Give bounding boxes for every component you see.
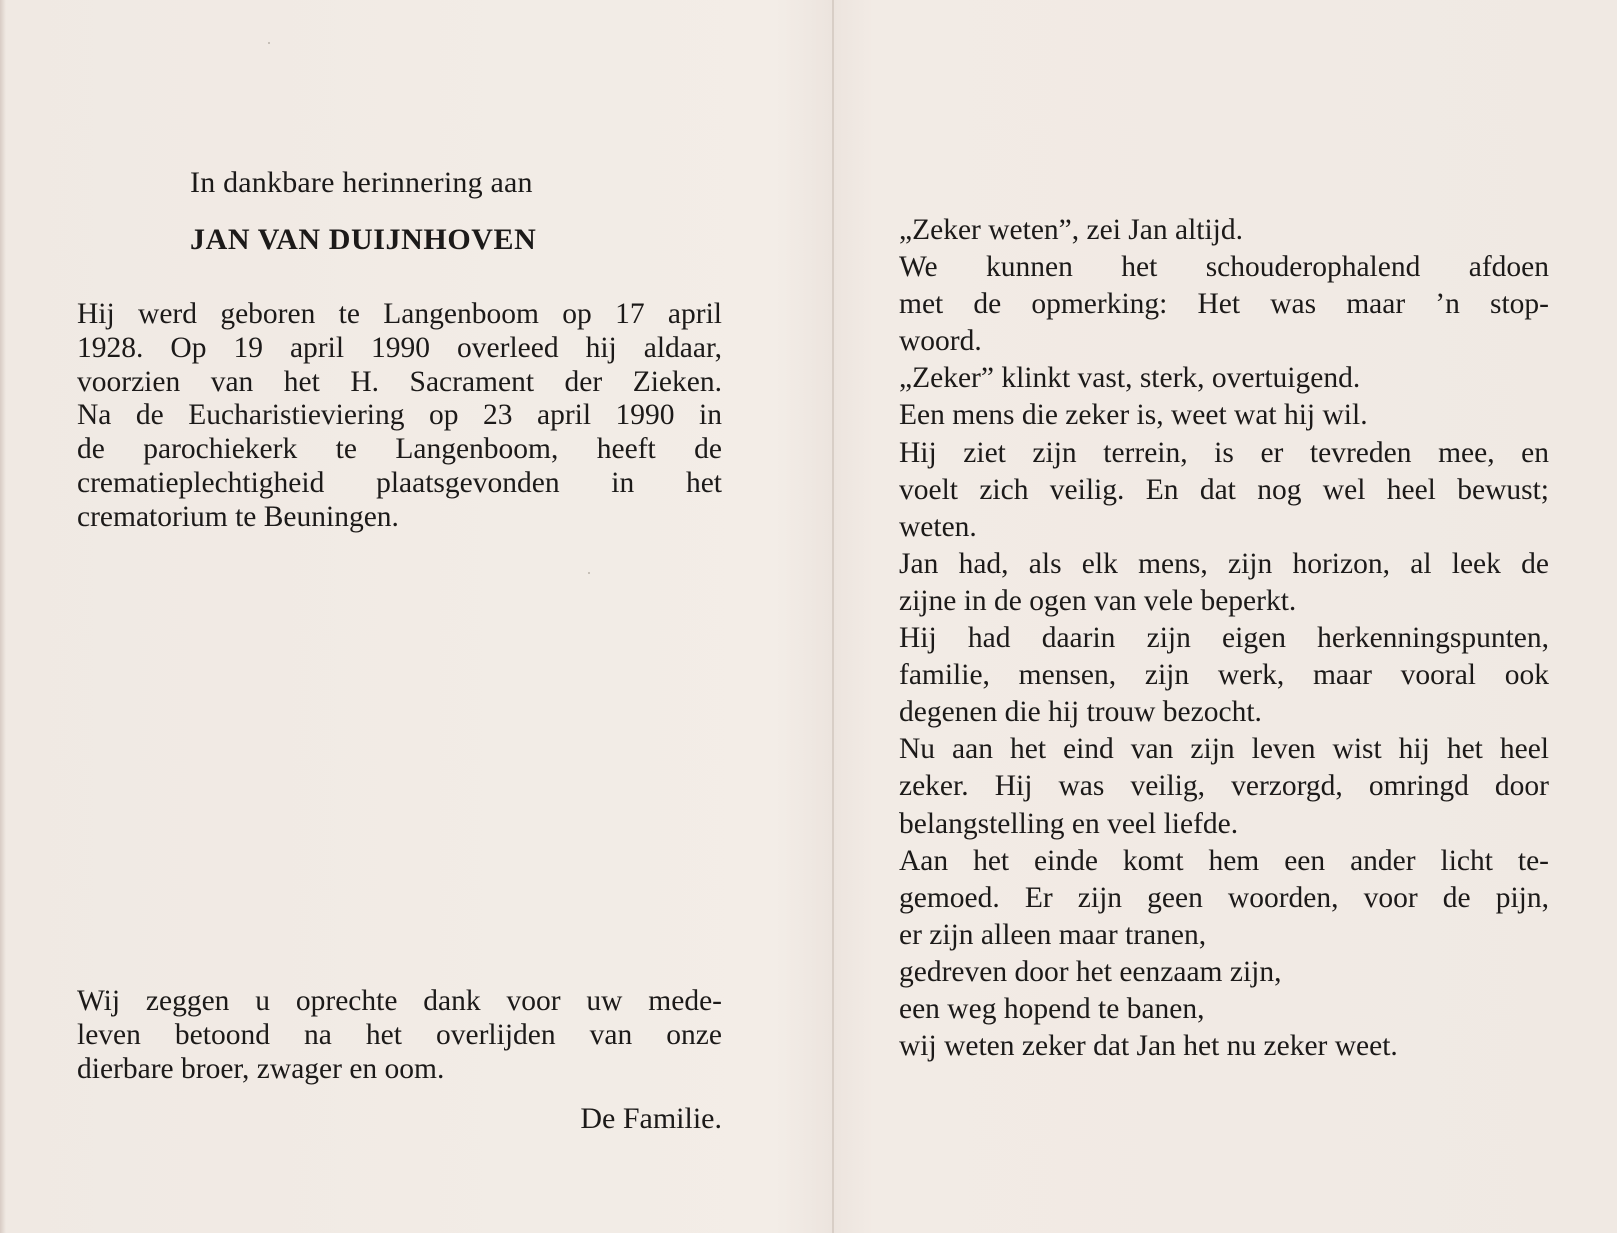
memorial-text-line: „Zeker” klinkt vast, sterk, overtuigend.: [899, 362, 1361, 395]
memorial-text-line: Nu aan het eind van zijn leven wist hij het heel: [899, 733, 1549, 766]
memorial-text-line: Een mens die zeker is, weet wat hij wil.: [899, 399, 1368, 432]
memorial-text-line: zeker. Hij was veilig, verzorgd, omringd door: [899, 770, 1549, 803]
memorial-text-line: We kunnen het schouderophalend afdoen: [899, 251, 1549, 284]
memorial-text-line: voelt zich veilig. En dat nog wel heel bewust;: [899, 473, 1549, 506]
right-panel: [899, 0, 1549, 1233]
deceased-name: JAN VAN DUIJNHOVEN: [190, 223, 537, 256]
bio-line: crematieplechtigheid plaatsgevonden in het: [77, 466, 722, 499]
memorial-text-line: met de opmerking: Het was maar ’n stop-: [899, 288, 1549, 321]
memorial-text-line: familie, mensen, zijn werk, maar vooral ook: [899, 659, 1549, 692]
thanks-line: dierbare broer, zwager en oom.: [77, 1052, 445, 1085]
dedication-heading: In dankbare herinnering aan: [190, 166, 533, 199]
card-edge-shadow: [0, 0, 6, 1233]
memorial-text-line: Aan het einde komt hem een ander licht te-: [899, 844, 1549, 877]
card-fold: [832, 0, 834, 1233]
memorial-text-line: wij weten zeker dat Jan het nu zeker weet.: [899, 1030, 1398, 1063]
biography-paragraph: [77, 298, 722, 535]
memorial-text-line: er zijn alleen maar tranen,: [899, 918, 1207, 951]
memorial-text-line: Hij ziet zijn terrein, is er tevreden mee, en: [899, 436, 1549, 469]
thanks-line: leven betoond na het overlijden van onze: [77, 1018, 722, 1051]
memorial-text-line: „Zeker weten”, zei Jan altijd.: [899, 214, 1243, 246]
memorial-text-line: weten.: [899, 510, 977, 543]
bio-line: Hij werd geboren te Langenboom op 17 april: [77, 298, 722, 330]
paper-speck: [268, 42, 270, 44]
memorial-text-line: gedreven door het eenzaam zijn,: [899, 955, 1282, 988]
left-panel: [77, 0, 722, 1233]
bio-line: crematorium te Beuningen.: [77, 500, 399, 533]
memorial-text-line: degenen die hij trouw bezocht.: [899, 696, 1262, 729]
paper-speck: [588, 572, 590, 574]
bio-line: 1928. Op 19 april 1990 overleed hij aldaar,: [77, 331, 722, 364]
bio-line: Na de Eucharistieviering op 23 april 1990 in: [77, 399, 722, 432]
memorial-text-line: gemoed. Er zijn geen woorden, voor de pijn,: [899, 881, 1549, 914]
memorial-text-line: woord.: [899, 325, 982, 358]
memorial-text: [899, 212, 1549, 1065]
family-signature: De Familie.: [580, 1102, 722, 1135]
memorial-text-line: zijne in de ogen van vele beperkt.: [899, 584, 1297, 617]
memorial-text-line: een weg hopend te banen,: [899, 992, 1205, 1025]
memorial-text-line: Jan had, als elk mens, zijn horizon, al leek de: [899, 547, 1549, 580]
memorial-text-line: Hij had daarin zijn eigen herkenningspunten,: [899, 622, 1549, 655]
thanks-paragraph: [77, 985, 722, 1086]
memorial-text-line: belangstelling en veel liefde.: [899, 807, 1239, 840]
bio-line: voorzien van het H. Sacrament der Zieken.: [77, 365, 722, 398]
thanks-line: Wij zeggen u oprechte dank voor uw mede-: [77, 985, 722, 1017]
bio-line: de parochiekerk te Langenboom, heeft de: [77, 433, 722, 466]
